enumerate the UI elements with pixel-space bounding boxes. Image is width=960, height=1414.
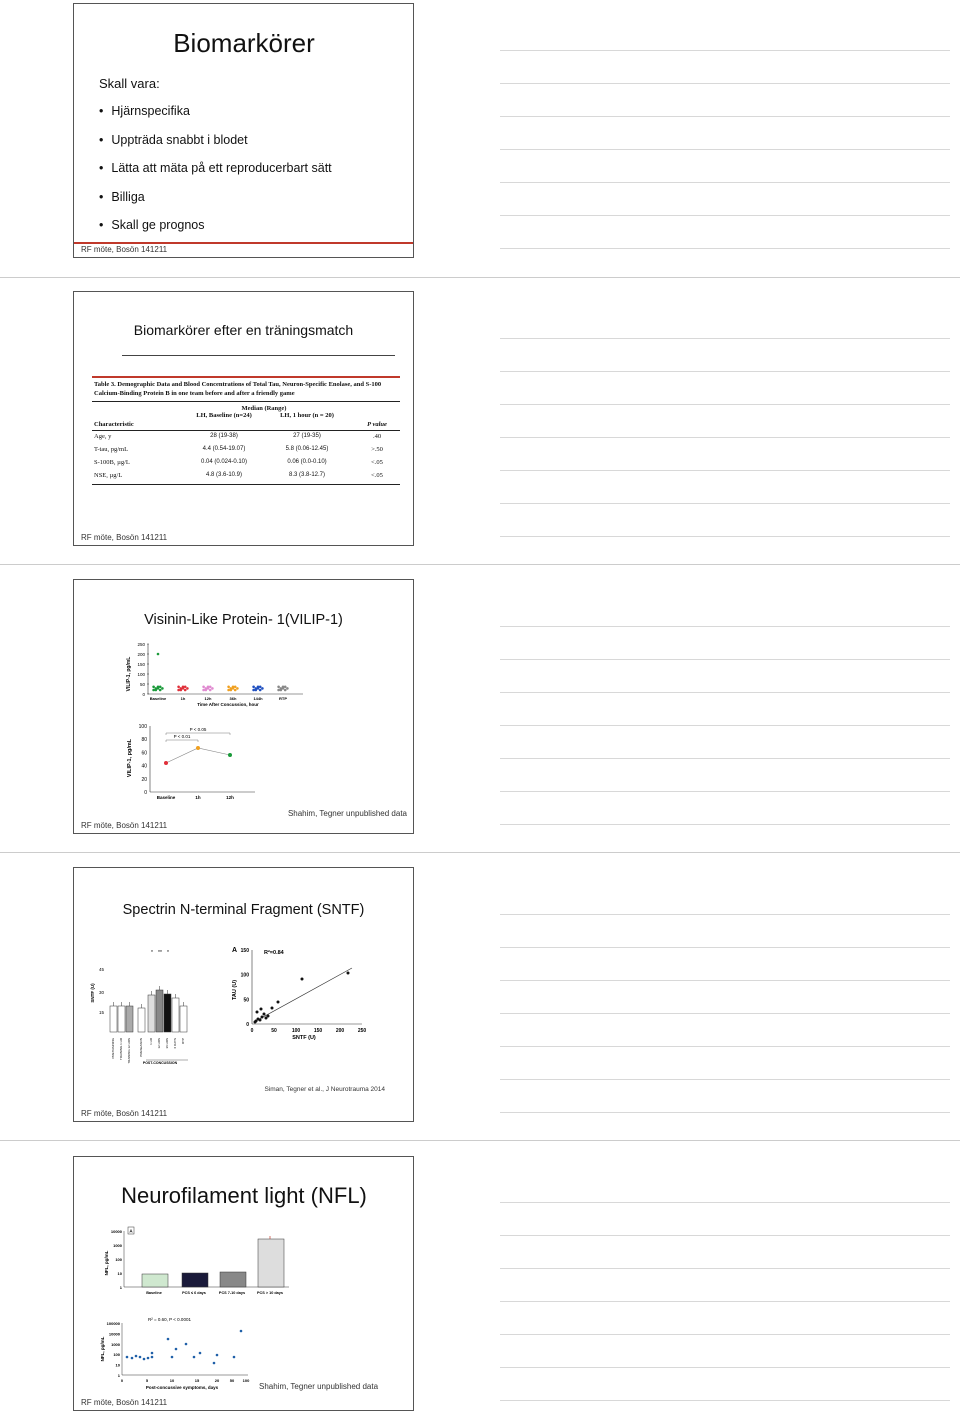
page-separator [0, 277, 960, 278]
note-line [500, 1112, 950, 1113]
y-tick-label: 10000 [110, 1229, 122, 1234]
data-point [240, 1330, 243, 1333]
x-tick-label: 200 [335, 1028, 345, 1034]
y-tick-label: 50 [139, 682, 145, 687]
data-point [261, 1016, 264, 1019]
y-tick-label: 100 [138, 724, 147, 730]
x-tick-label: Baseline [146, 1291, 162, 1295]
column-header: LH, 1 hour (n = 20) [280, 412, 334, 419]
data-point [277, 1001, 280, 1004]
bullet-text: Uppträda snabbt i blodet [111, 132, 248, 147]
note-line [500, 659, 950, 660]
x-tick-label: 6 DAYS [173, 1038, 177, 1049]
data-point [152, 686, 155, 689]
data-point [131, 1357, 134, 1360]
x-tick-label: 5 [145, 1378, 149, 1383]
data-point [184, 686, 187, 689]
note-line [500, 50, 950, 51]
bullet-list [99, 104, 332, 247]
data-point [261, 687, 264, 690]
data-point [159, 689, 162, 692]
regression-line [254, 968, 352, 1022]
data-point [213, 1362, 216, 1365]
table-row [92, 459, 400, 472]
bullet-icon: • [99, 132, 104, 147]
slide-footer: RF möte, Bosön 141211 [81, 245, 168, 254]
data-point [143, 1358, 146, 1361]
bar [258, 1239, 284, 1287]
y-axis-label: NFL, pg/mL [104, 1250, 109, 1276]
y-tick-label: 50 [243, 997, 249, 1004]
table-cell: NSE, µg/L [94, 472, 123, 479]
data-point [254, 1021, 257, 1024]
slide-footer: RF möte, Bosön 141211 [81, 1398, 168, 1407]
data-point [157, 687, 160, 690]
title-rule [122, 355, 395, 356]
y-tick-label: 1 [119, 1285, 122, 1290]
table-cell: 4.8 (3.6-10.9) [205, 472, 243, 478]
data-point [259, 686, 262, 689]
data-point [209, 686, 212, 689]
y-tick-label: 15 [98, 1010, 104, 1015]
bullet-text: Hjärnspecifika [111, 104, 190, 118]
group-header: Median (Range) [241, 405, 287, 412]
data-point [180, 689, 183, 692]
data-point [267, 1015, 270, 1018]
note-line [500, 215, 950, 216]
table-row [92, 433, 400, 446]
note-line [500, 692, 950, 693]
table-cell: Age, y [94, 433, 112, 440]
x-tick-label: PCS > 10 days [256, 1291, 284, 1295]
note-line [500, 116, 950, 117]
bar [138, 1008, 145, 1032]
y-tick-label: 250 [137, 642, 145, 647]
slide-3 [73, 579, 414, 834]
bar [220, 1272, 246, 1287]
x-tick-label: 12h [226, 795, 234, 800]
table-cell: 28 (19-38) [210, 433, 238, 439]
data-point [182, 687, 185, 690]
data-point [232, 687, 235, 690]
data-point [147, 1357, 150, 1360]
intro-text: Skall vara: [99, 76, 160, 91]
y-axis-label: VILIP-1, pg/mL [126, 656, 132, 692]
table-cell: 5.8 (0.06-12.45) [285, 446, 329, 452]
table-cell: <.05 [371, 459, 383, 466]
note-line [500, 626, 950, 627]
y-tick-label: 1000 [111, 1341, 120, 1347]
table-cell: 0.06 (0.0-0.10) [287, 459, 327, 465]
y-tick-label: 200 [137, 652, 145, 657]
vilip-line-chart [122, 718, 267, 804]
x-tick-label: RTP [279, 696, 287, 701]
y-tick-label: 10000 [108, 1331, 120, 1337]
x-tick-label: 50 [271, 1028, 277, 1034]
data-point [277, 686, 280, 689]
slide-title: Biomarkörer efter en träningsmatch [133, 322, 354, 338]
x-tick-label: 12h [204, 696, 212, 701]
data-point [227, 686, 230, 689]
y-axis-label: TAU (U) [232, 979, 238, 1001]
data-point [282, 687, 285, 690]
x-tick-label: 1h [180, 696, 186, 701]
data-point [151, 1352, 154, 1355]
bar [110, 1006, 117, 1032]
annotation: R² = 0.60, P < 0.0001 [148, 1317, 191, 1322]
slide-title: Spectrin N-terminal Fragment (SNTF) [122, 902, 365, 918]
note-line [500, 83, 950, 84]
table-cell: 27 (19-35) [293, 433, 321, 439]
y-tick-label: 80 [141, 737, 147, 744]
accent-line [74, 242, 413, 244]
y-axis-label: NFL, pg/mL [100, 1336, 105, 1362]
data-point [280, 689, 283, 692]
note-line [500, 149, 950, 150]
credit-text: Siman, Tegner et al., J Neurotrauma 2014 [264, 1086, 385, 1093]
y-tick-label: 100 [113, 1352, 120, 1358]
x-axis-label: Post-concussive symptoms, days [145, 1385, 219, 1390]
data-point [161, 687, 164, 690]
data-point [259, 689, 262, 692]
bullet-item [99, 133, 332, 162]
nfl-bar-chart [102, 1225, 294, 1301]
x-tick-label: TRAINING 1 HR [119, 1038, 123, 1061]
y-tick-label: 45 [98, 967, 104, 972]
table-row [92, 472, 400, 485]
x-tick-label: 100 [242, 1378, 250, 1383]
y-tick-label: 0 [142, 692, 145, 697]
x-tick-label: PRETRAINING [111, 1038, 115, 1059]
data-point [205, 689, 208, 692]
x-tick-label: 100 [291, 1028, 301, 1034]
data-point [167, 1338, 170, 1341]
x-tick-label: TRAINING 12 HRS [127, 1038, 131, 1064]
y-axis-label: SNTF (U) [90, 983, 95, 1003]
y-tick-label: 1000 [113, 1243, 122, 1248]
page-separator [0, 1140, 960, 1141]
note-line [500, 248, 950, 249]
data-point [139, 1356, 142, 1359]
x-tick-label: 0 [250, 1028, 254, 1034]
data-point [259, 1019, 262, 1022]
data-point [234, 689, 237, 692]
note-line [500, 914, 950, 915]
data-point [135, 1355, 138, 1358]
bar [126, 1006, 133, 1032]
bullet-item [99, 161, 332, 190]
x-tick-label: PCS ≤ 6 days [182, 1291, 206, 1295]
note-line [500, 536, 950, 537]
data-point [199, 1352, 202, 1355]
note-line [500, 371, 950, 372]
y-tick-label: 100000 [106, 1321, 120, 1326]
data-point [196, 746, 200, 750]
data-point [271, 1007, 274, 1010]
column-header: Characteristic [94, 421, 134, 428]
x-tick-label: 1h [195, 795, 201, 800]
rule [92, 401, 400, 402]
table-cell: >.50 [371, 446, 383, 453]
bar [142, 1274, 168, 1287]
panel-label: A [129, 1228, 133, 1234]
x-tick-label: 10 [169, 1378, 175, 1383]
r2-label: R²=0.84 [264, 950, 284, 956]
bar [156, 990, 163, 1032]
x-tick-label: 250 [357, 1028, 367, 1034]
y-tick-label: 150 [240, 948, 249, 954]
bullet-item [99, 190, 332, 219]
series-line [166, 748, 230, 763]
data-point [177, 686, 180, 689]
y-tick-label: 10 [117, 1271, 122, 1276]
y-tick-label: 100 [137, 672, 145, 677]
slide-5 [73, 1156, 414, 1411]
y-tick-label: 100 [240, 972, 249, 979]
data-point [202, 686, 205, 689]
data-point [263, 1013, 266, 1016]
slide-title: Neurofilament light (NFL) [121, 1183, 367, 1208]
bullet-text: Skall ge prognos [111, 218, 205, 232]
table-cell: <.05 [371, 472, 383, 479]
data-point [284, 689, 287, 692]
data-point [301, 978, 304, 981]
x-axis-label: Time After Concussion, hour [197, 702, 259, 707]
note-line [500, 437, 950, 438]
y-tick-label: 40 [141, 763, 147, 770]
note-line [500, 1046, 950, 1047]
bar [172, 998, 179, 1032]
note-line [500, 758, 950, 759]
rule [92, 430, 400, 431]
x-tick-label: 1 HR [149, 1038, 153, 1045]
table-header [92, 412, 400, 432]
data-point [186, 687, 189, 690]
data-point [209, 689, 212, 692]
y-tick-label: 150 [137, 662, 145, 667]
y-tick-label: 30 [98, 990, 104, 995]
note-line [500, 1235, 950, 1236]
y-tick-label: 1 [117, 1373, 120, 1378]
note-line [500, 824, 950, 825]
note-line [500, 980, 950, 981]
y-tick-label: 60 [141, 750, 147, 757]
y-axis-label: VILIP-1, pg/mL [127, 738, 133, 778]
table-cell: 8.3 (3.8-12.7) [288, 472, 326, 478]
significance-label: P < 0.05 [189, 727, 207, 732]
sntf-scatter-chart [228, 942, 373, 1044]
y-tick-label: 0 [246, 1022, 249, 1028]
x-tick-label: 36 HRS [165, 1038, 169, 1049]
bar [182, 1273, 208, 1287]
x-tick-label: 50 [229, 1378, 235, 1383]
data-point [233, 1356, 236, 1359]
nfl-scatter-chart [98, 1313, 258, 1391]
data-point [159, 686, 162, 689]
y-tick-label: 20 [141, 776, 147, 783]
slide-title: Visinin-Like Protein- 1(VILIP-1) [144, 612, 343, 628]
bar [164, 994, 171, 1032]
x-tick-label: 36h [229, 696, 237, 701]
slide-footer: RF möte, Bosön 141211 [81, 821, 168, 830]
data-point [175, 1348, 178, 1351]
data-point [228, 753, 232, 757]
x-tick-label: 0 [120, 1378, 124, 1383]
table-cell: T-tau, pg/mL [94, 446, 129, 453]
data-point [286, 687, 289, 690]
x-tick-label: 20 [214, 1378, 220, 1383]
significance-marker: ** [158, 950, 162, 956]
sntf-bar-chart [88, 946, 216, 1068]
data-point [211, 687, 214, 690]
bullet-text: Billiga [111, 189, 145, 204]
note-line [500, 182, 950, 183]
x-tick-label: PRESEASON [139, 1038, 143, 1057]
data-point [257, 687, 260, 690]
x-tick-label: Baseline [156, 795, 176, 800]
note-line [500, 1268, 950, 1269]
note-line [500, 947, 950, 948]
data-point [164, 761, 168, 765]
data-point [207, 687, 210, 690]
note-line [500, 1301, 950, 1302]
table-top-rule [92, 376, 400, 378]
note-line [500, 1400, 950, 1401]
credit-text: Shahim, Tegner unpublished data [287, 809, 407, 818]
data-point [185, 1343, 188, 1346]
table-cell: .40 [372, 433, 382, 440]
note-line [500, 1334, 950, 1335]
data-point [157, 653, 160, 656]
column-header: P value [367, 421, 387, 428]
data-point [284, 686, 287, 689]
data-point [347, 972, 350, 975]
y-tick-label: 100 [115, 1257, 122, 1262]
slide-footer: RF möte, Bosön 141211 [81, 533, 168, 542]
data-point [184, 689, 187, 692]
vilip-scatter-chart [122, 638, 312, 710]
table-cell: S-100B, µg/L [94, 459, 130, 466]
bullet-icon: • [99, 189, 104, 204]
x-tick-label: PCS 7-10 days [218, 1291, 246, 1295]
data-point [230, 689, 233, 692]
x-tick-label: RTP [181, 1038, 185, 1044]
x-tick-label: Baseline [149, 696, 167, 701]
slide-footer: RF möte, Bosön 141211 [81, 1109, 168, 1118]
x-axis-label: SNTF (U) [292, 1035, 316, 1041]
data-point [155, 689, 158, 692]
slide-1 [73, 3, 414, 258]
note-line [500, 503, 950, 504]
x-tick-label: 150 [313, 1028, 323, 1034]
bullet-icon: • [99, 161, 104, 175]
slide-2 [73, 291, 414, 546]
bar [148, 995, 155, 1032]
significance-marker: * [167, 950, 169, 956]
y-tick-label: 10 [115, 1362, 120, 1368]
table-cell: 0.04 (0.024-0.10) [200, 459, 248, 465]
table-cell: 4.4 (0.54-19.07) [202, 446, 246, 452]
data-point [260, 1008, 263, 1011]
bar [118, 1006, 125, 1032]
note-line [500, 338, 950, 339]
note-line [500, 791, 950, 792]
bullet-icon: • [99, 104, 104, 118]
page-separator [0, 564, 960, 565]
note-line [500, 725, 950, 726]
data-point [256, 1011, 259, 1014]
credit-text: Shahim, Tegner unpublished data [259, 1382, 379, 1391]
data-point [216, 1354, 219, 1357]
data-point [151, 1356, 154, 1359]
x-tick-label: 15 [194, 1378, 200, 1383]
bullet-item [99, 104, 332, 133]
panel-label: A [232, 947, 238, 954]
bullet-icon: • [99, 218, 104, 232]
note-line [500, 1202, 950, 1203]
slide-title: Biomarkörer [173, 28, 315, 58]
data-point [193, 1356, 196, 1359]
significance-marker: * [151, 950, 153, 956]
note-line [500, 1079, 950, 1080]
y-tick-label: 0 [144, 790, 147, 796]
data-point [171, 1356, 174, 1359]
page-separator [0, 852, 960, 853]
significance-label: P < 0.01 [173, 734, 191, 739]
group-label: POST-CONCUSSION [142, 1061, 178, 1065]
x-tick-label: 144h [253, 696, 263, 701]
table-caption: Table 3. Demographic Data and Blood Concentrations of Total Tau, Neuron-Specific Enolase, and S-100 Calcium-Binding Protein B in one team before and after a friendly game [94, 381, 382, 397]
note-line [500, 470, 950, 471]
note-line [500, 1013, 950, 1014]
data-point [126, 1356, 129, 1359]
bullet-text: Lätta att mäta på ett reproducerbart sätt [111, 161, 332, 175]
data-point [236, 687, 239, 690]
column-header: LH, Baseline (n=24) [196, 412, 252, 419]
data-point [255, 689, 258, 692]
data-point [252, 686, 255, 689]
data-point [234, 686, 237, 689]
note-line [500, 1367, 950, 1368]
slide-4 [73, 867, 414, 1122]
x-tick-label: 12 HRS [157, 1038, 161, 1049]
significance-bracket [166, 740, 198, 742]
note-line [500, 404, 950, 405]
table-row [92, 446, 400, 459]
bar [180, 1006, 187, 1032]
